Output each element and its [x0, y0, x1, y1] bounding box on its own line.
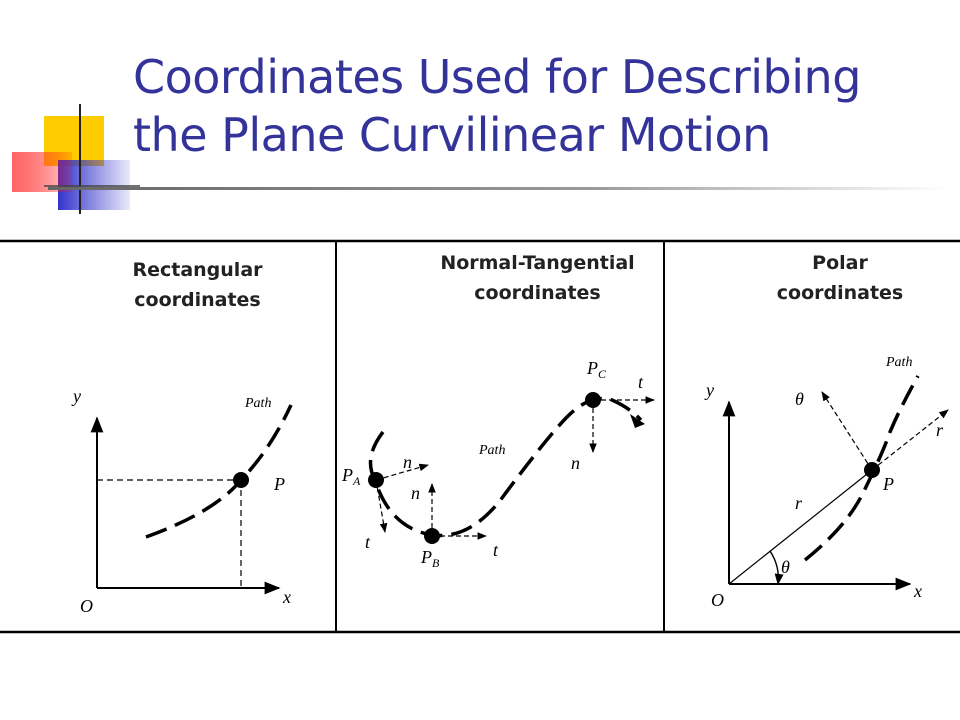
polar-label-p: P — [883, 474, 894, 494]
polar-heading-line-1: Polar — [812, 252, 868, 274]
nt-label-n-a: n — [403, 452, 412, 472]
rectangular-heading-line-2: coordinates — [134, 289, 261, 311]
polar-theta-arc — [770, 551, 778, 584]
slide-title-line-1: Coordinates Used for Describing — [133, 50, 861, 104]
rect-label-path: Path — [245, 396, 272, 411]
normal-tangential-panel — [341, 358, 654, 570]
normal-tangential-heading-line-2: coordinates — [474, 282, 601, 304]
rectangular-panel — [71, 386, 291, 616]
rectangular-heading-line-1: Rectangular — [132, 259, 263, 281]
polar-label-theta-angle: θ — [781, 557, 790, 577]
nt-label-path: Path — [479, 443, 506, 458]
nt-label-t-a: t — [365, 532, 371, 552]
nt-label-n-b: n — [411, 483, 420, 503]
rect-label-origin: O — [80, 596, 93, 616]
polar-radius-line — [729, 470, 872, 584]
polar-label-x: x — [914, 581, 922, 601]
nt-label-pa — [341, 465, 361, 488]
rect-label-y: y — [73, 386, 81, 406]
rect-particle-point — [233, 472, 249, 488]
nt-label-pb-main: P — [421, 547, 432, 567]
nt-label-pa-main: P — [342, 465, 353, 485]
polar-label-path: Path — [886, 355, 913, 370]
nt-label-pc — [586, 358, 607, 381]
polar-label-y: y — [706, 380, 714, 400]
polar-label-origin: O — [711, 590, 724, 610]
rect-label-p: P — [274, 474, 285, 494]
polar-label-r-unit: r — [936, 420, 944, 440]
rect-path-curve — [146, 405, 291, 537]
polar-heading-line-2: coordinates — [776, 282, 904, 304]
slide-title-line-2: the Plane Curvilinear Motion — [133, 108, 771, 162]
polar-radial-unit-vector — [872, 410, 948, 470]
nt-label-pc-main: P — [587, 358, 598, 378]
nt-label-pa-subscript: A — [353, 474, 361, 488]
nt-label-t-b: t — [493, 540, 499, 560]
normal-tangential-heading-line-1: Normal-Tangential — [440, 252, 635, 274]
nt-label-pb — [420, 547, 440, 570]
polar-transverse-unit-vector — [822, 392, 872, 470]
rect-label-x: x — [283, 587, 291, 607]
polar-path-curve — [805, 376, 918, 560]
polar-label-theta-unit: θ — [795, 389, 804, 409]
nt-label-t-c: t — [638, 372, 644, 392]
nt-label-pc-subscript: C — [598, 367, 607, 381]
nt-a-normal-vector — [376, 465, 428, 480]
polar-label-r-radius: r — [795, 493, 803, 513]
polar-panel — [704, 355, 948, 610]
polar-particle-point — [864, 462, 880, 478]
nt-label-n-c: n — [571, 453, 580, 473]
nt-label-pb-subscript: B — [432, 556, 440, 570]
